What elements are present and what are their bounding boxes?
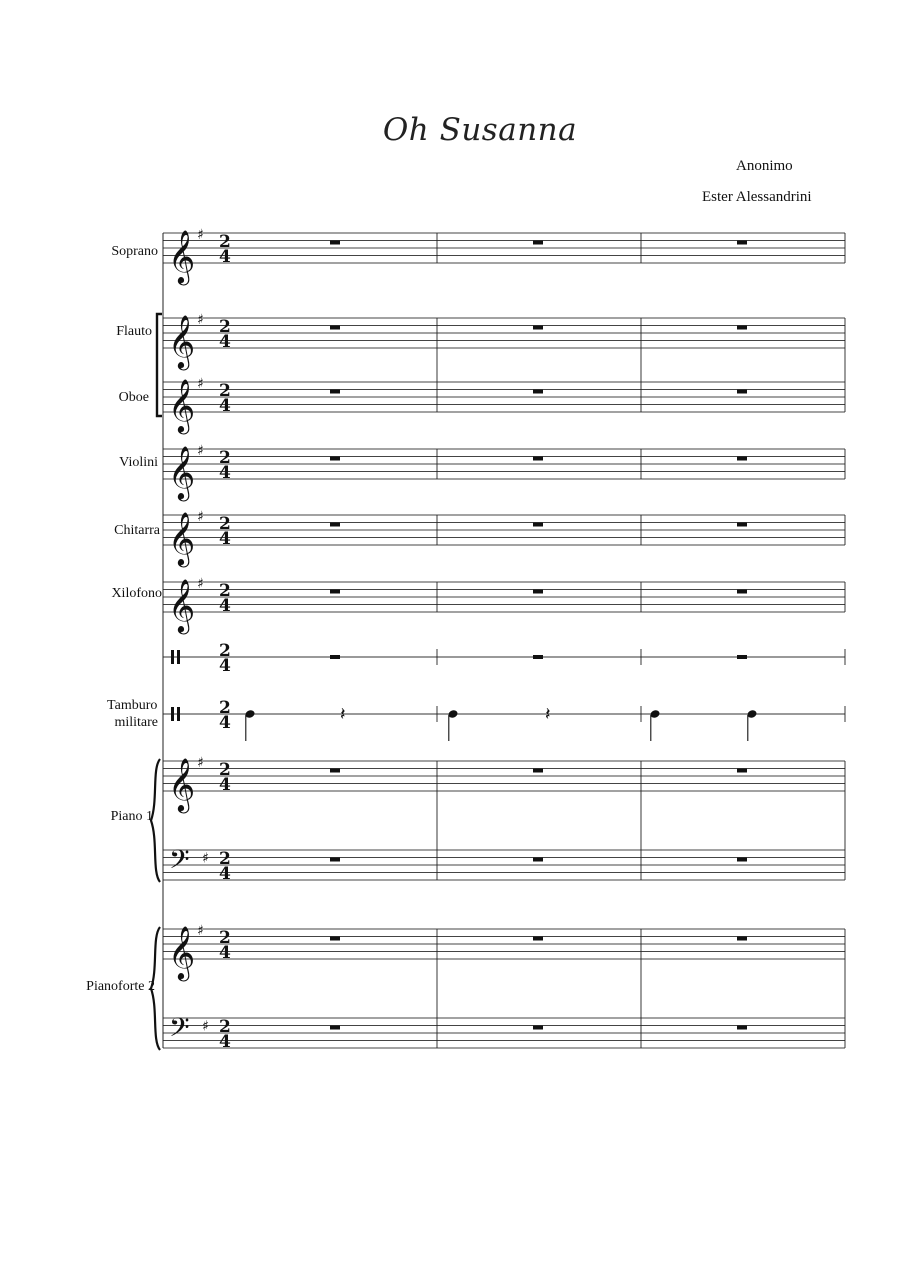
treble-clef: 𝄞 [168, 511, 196, 565]
whole-rest [737, 390, 747, 394]
time-signature-numerator: 2 [219, 849, 231, 869]
whole-rest [533, 241, 543, 245]
whole-rest [533, 523, 543, 527]
time-signature-numerator: 2 [219, 317, 231, 337]
key-signature-sharp: ♯ [197, 923, 204, 939]
instrument-label-xilofono: Xilofono [111, 586, 162, 601]
time-signature-denominator: 4 [219, 463, 231, 483]
whole-rest [737, 858, 747, 862]
time-signature-denominator: 4 [219, 247, 231, 267]
instrument-label-soprano: Soprano [111, 244, 158, 259]
treble-clef: 𝄞 [168, 445, 196, 499]
whole-rest [330, 858, 340, 862]
time-signature-numerator: 2 [219, 381, 231, 401]
whole-rest [737, 241, 747, 245]
staff-9 [163, 844, 845, 885]
treble-clef: 𝄞 [168, 229, 196, 283]
tamburo-label-line2: militare [114, 715, 158, 730]
whole-rest [737, 769, 747, 773]
treble-clef: 𝄞 [168, 757, 196, 811]
key-signature-sharp: ♯ [197, 509, 204, 525]
time-signature-denominator: 4 [219, 332, 231, 352]
instrument-label-chitarra: Chitarra [114, 523, 160, 538]
staff-3 [163, 443, 845, 501]
bracket [157, 314, 162, 416]
whole-rest [737, 655, 747, 659]
score-title: Oh Susanna [382, 112, 578, 148]
staff-2 [163, 376, 845, 434]
whole-rest [737, 457, 747, 461]
whole-rest [330, 937, 340, 941]
composer-credit: Anonimo [736, 158, 793, 174]
whole-rest [737, 1026, 747, 1030]
whole-rest [330, 241, 340, 245]
whole-rest [330, 1026, 340, 1030]
whole-rest [533, 655, 543, 659]
key-signature-sharp: ♯ [197, 227, 204, 243]
staff-4 [163, 509, 845, 567]
key-signature-sharp: ♯ [197, 376, 204, 392]
whole-rest [330, 523, 340, 527]
whole-rest [737, 326, 747, 330]
whole-rest [533, 858, 543, 862]
time-signature-denominator: 4 [219, 656, 231, 676]
time-signature-numerator: 2 [219, 581, 231, 601]
percussion-clef-bar [171, 707, 174, 721]
treble-clef: 𝄞 [168, 378, 196, 432]
whole-rest [533, 769, 543, 773]
whole-rest [330, 769, 340, 773]
whole-rest [330, 326, 340, 330]
staff-5 [163, 576, 845, 634]
key-signature-sharp: ♯ [197, 443, 204, 459]
time-signature-numerator: 2 [219, 928, 231, 948]
time-signature-numerator: 2 [219, 698, 231, 718]
percussion-clef-bar [177, 707, 180, 721]
staff-10 [163, 923, 845, 981]
staff-0 [163, 227, 845, 285]
time-signature-denominator: 4 [219, 596, 231, 616]
whole-rest [737, 590, 747, 594]
instrument-label-oboe: Oboe [118, 390, 149, 405]
pianoforte-2-brace [151, 927, 160, 1050]
time-signature-denominator: 4 [219, 864, 231, 884]
treble-clef: 𝄞 [168, 925, 196, 979]
time-signature-numerator: 2 [219, 1017, 231, 1037]
staff-6 [163, 641, 845, 676]
time-signature-denominator: 4 [219, 713, 231, 733]
staff-8 [163, 755, 845, 813]
treble-clef: 𝄞 [168, 314, 196, 368]
staff-7 [163, 698, 845, 741]
percussion-clef-bar [177, 650, 180, 664]
time-signature-denominator: 4 [219, 1032, 231, 1052]
key-signature-sharp: ♯ [202, 850, 209, 867]
key-signature-sharp: ♯ [202, 1018, 209, 1035]
percussion-clef-bar [171, 650, 174, 664]
instrument-label-violini: Violini [119, 455, 158, 470]
whole-rest [737, 937, 747, 941]
whole-rest [533, 1026, 543, 1030]
whole-rest [330, 590, 340, 594]
whole-rest [737, 523, 747, 527]
arranger-credit: Ester Alessandrini [702, 189, 812, 205]
piano-1-brace [151, 759, 160, 882]
time-signature-numerator: 2 [219, 641, 231, 661]
instrument-label-flauto: Flauto [116, 324, 152, 339]
time-signature-denominator: 4 [219, 529, 231, 549]
instrument-label-piano-1: Piano 1 [110, 809, 153, 824]
whole-rest [330, 655, 340, 659]
time-signature-denominator: 4 [219, 943, 231, 963]
quarter-rest: 𝄽 [340, 704, 346, 725]
quarter-rest: 𝄽 [545, 704, 551, 725]
time-signature-numerator: 2 [219, 514, 231, 534]
time-signature-denominator: 4 [219, 396, 231, 416]
tamburo-label-line1: Tamburo [107, 698, 158, 713]
time-signature-denominator: 4 [219, 775, 231, 795]
treble-clef: 𝄞 [168, 578, 196, 632]
key-signature-sharp: ♯ [197, 576, 204, 592]
time-signature-numerator: 2 [219, 760, 231, 780]
whole-rest [533, 326, 543, 330]
whole-rest [533, 590, 543, 594]
time-signature-numerator: 2 [219, 448, 231, 468]
whole-rest [533, 937, 543, 941]
bass-clef: 𝄢 [169, 843, 190, 882]
time-signature-numerator: 2 [219, 232, 231, 252]
whole-rest [533, 457, 543, 461]
whole-rest [330, 457, 340, 461]
key-signature-sharp: ♯ [197, 755, 204, 771]
instrument-label-pianoforte-2: Pianoforte 2 [86, 979, 155, 994]
bass-clef: 𝄢 [169, 1011, 190, 1050]
whole-rest [533, 390, 543, 394]
staff-1 [163, 312, 845, 370]
key-signature-sharp: ♯ [197, 312, 204, 328]
whole-rest [330, 390, 340, 394]
staff-11 [163, 1012, 845, 1053]
